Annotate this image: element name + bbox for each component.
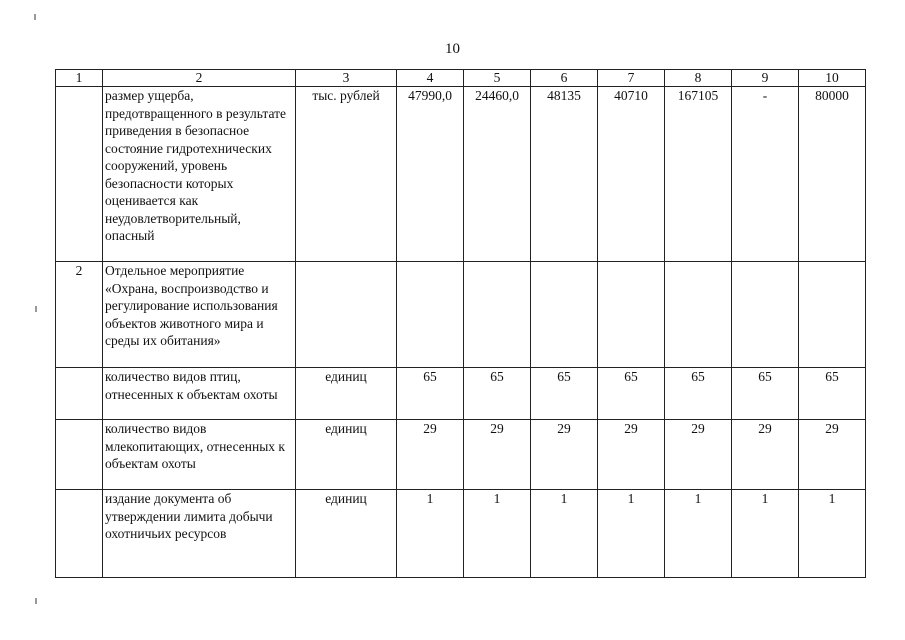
page-number: 10 — [445, 41, 460, 57]
value-cell: 1 — [732, 490, 799, 578]
value-cell: - — [732, 87, 799, 262]
table-row — [56, 420, 866, 490]
value-cell: 65 — [732, 368, 799, 420]
value-cell: 48135 — [531, 87, 598, 262]
indicator-name: количество видов птиц, отнесенных к объектам охоты — [103, 368, 296, 420]
value-cell: 40710 — [598, 87, 665, 262]
indicator-name: количество видов млекопитающих, отнесенных к объектам охоты — [103, 420, 296, 490]
scan-mark — [35, 598, 37, 604]
value-cell: 24460,0 — [464, 87, 531, 262]
row-number — [56, 87, 103, 262]
value-cell — [799, 262, 866, 368]
value-cell: 29 — [799, 420, 866, 490]
table-row — [56, 368, 866, 420]
table-row — [56, 490, 866, 578]
value-cell — [598, 262, 665, 368]
value-cell: 29 — [732, 420, 799, 490]
header-row — [56, 70, 866, 87]
indicator-name: издание документа об утверждении лимита добычи охотничьих ресурсов — [103, 490, 296, 578]
unit-cell: единиц — [296, 490, 397, 578]
scan-mark — [34, 14, 36, 20]
value-cell — [531, 262, 598, 368]
column-header: 7 — [598, 70, 665, 87]
value-cell: 167105 — [665, 87, 732, 262]
value-cell: 65 — [531, 368, 598, 420]
value-cell: 29 — [464, 420, 531, 490]
value-cell: 65 — [665, 368, 732, 420]
value-cell: 1 — [665, 490, 732, 578]
value-cell: 29 — [531, 420, 598, 490]
table-row — [56, 262, 866, 368]
value-cell: 65 — [397, 368, 464, 420]
value-cell: 47990,0 — [397, 87, 464, 262]
value-cell: 29 — [397, 420, 464, 490]
value-cell: 29 — [665, 420, 732, 490]
value-cell: 65 — [799, 368, 866, 420]
unit-cell: единиц — [296, 368, 397, 420]
column-header: 6 — [531, 70, 598, 87]
column-header: 9 — [732, 70, 799, 87]
unit-cell: единиц — [296, 420, 397, 490]
value-cell: 1 — [799, 490, 866, 578]
column-header: 3 — [296, 70, 397, 87]
indicator-name: Отдельное мероприятие «Охрана, воспроизводство и регулирование использования объектов животного мира и среды их обитания» — [103, 262, 296, 368]
row-number: 2 — [56, 262, 103, 368]
column-header: 5 — [464, 70, 531, 87]
value-cell: 1 — [464, 490, 531, 578]
value-cell: 80000 — [799, 87, 866, 262]
indicator-name: размер ущерба, предотвращенного в результате приведения в безопасное состояние гидротехнических сооружений, уровень безопасности которых оценивается как неудовлетворительный, опасный — [103, 87, 296, 262]
column-header: 8 — [665, 70, 732, 87]
column-header: 4 — [397, 70, 464, 87]
value-cell: 65 — [464, 368, 531, 420]
value-cell: 1 — [598, 490, 665, 578]
value-cell: 29 — [598, 420, 665, 490]
value-cell — [732, 262, 799, 368]
column-header: 2 — [103, 70, 296, 87]
value-cell: 65 — [598, 368, 665, 420]
unit-cell: тыс. рублей — [296, 87, 397, 262]
indicators-table — [55, 69, 866, 578]
value-cell — [397, 262, 464, 368]
value-cell — [464, 262, 531, 368]
column-header: 1 — [56, 70, 103, 87]
value-cell: 1 — [531, 490, 598, 578]
column-header: 10 — [799, 70, 866, 87]
value-cell — [665, 262, 732, 368]
row-number — [56, 368, 103, 420]
table-row — [56, 87, 866, 262]
unit-cell — [296, 262, 397, 368]
row-number — [56, 490, 103, 578]
scan-mark — [35, 306, 37, 312]
row-number — [56, 420, 103, 490]
value-cell: 1 — [397, 490, 464, 578]
